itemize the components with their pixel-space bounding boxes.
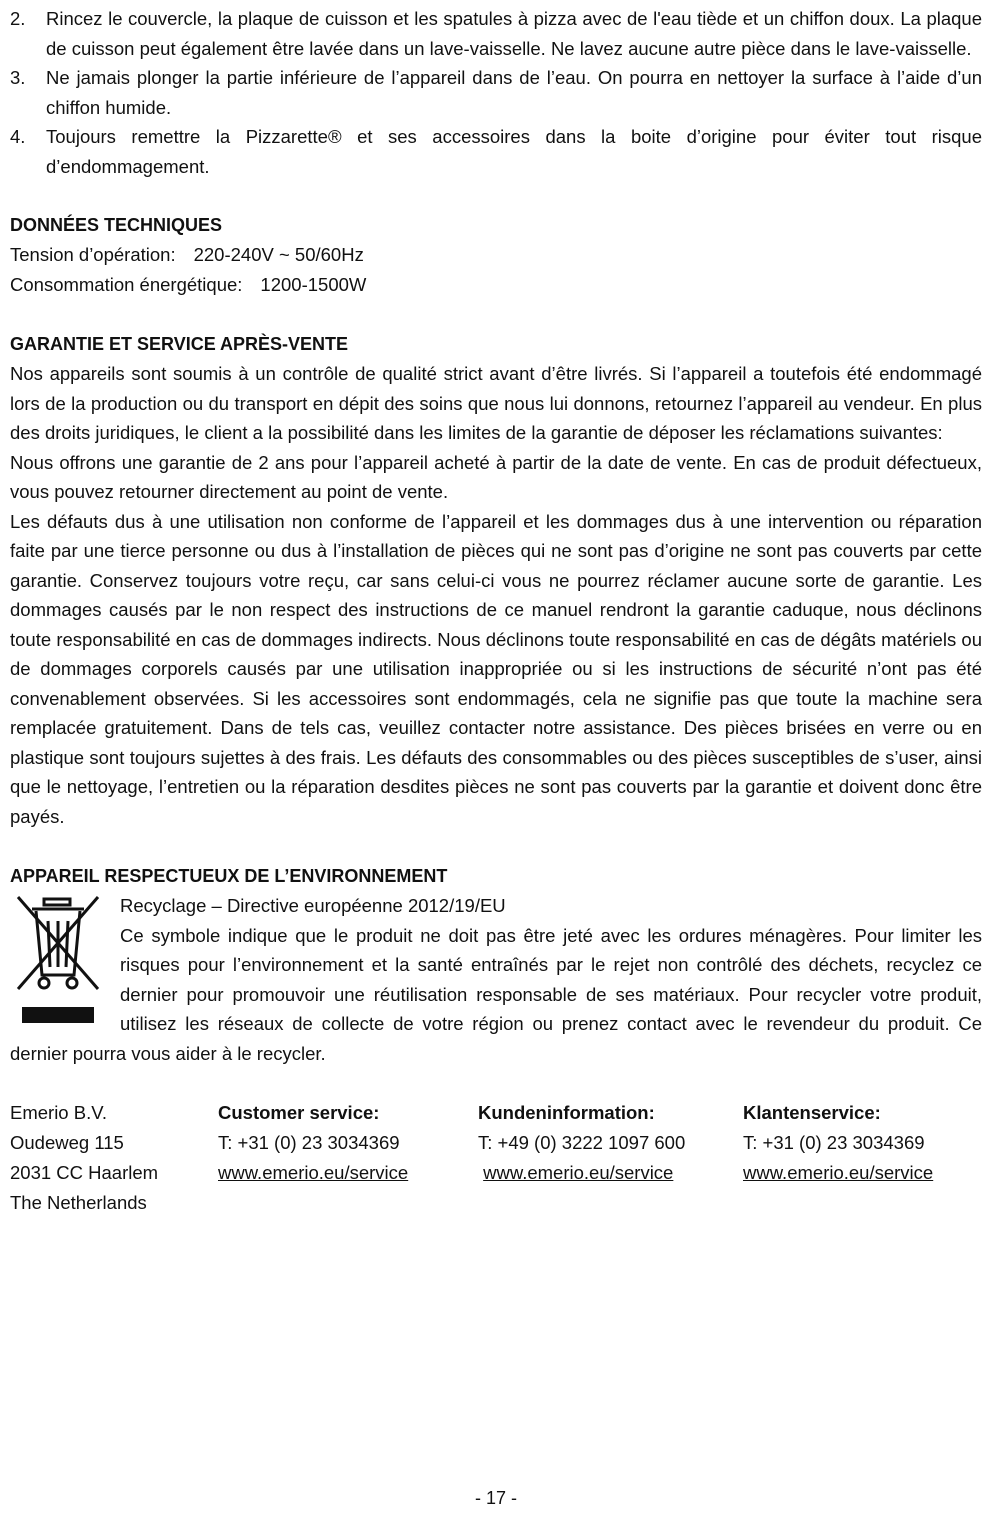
service-phone: T: +31 (0) 23 3034369 — [743, 1132, 925, 1153]
service-link[interactable]: www.emerio.eu/service — [743, 1162, 934, 1183]
service-heading: Customer service: — [218, 1102, 380, 1123]
technical-data-heading: DONNÉES TECHNIQUES — [10, 215, 223, 235]
cleaning-list — [10, 4, 982, 181]
page-number: - 17 - — [474, 1488, 517, 1508]
list-item-number: 3. — [10, 67, 26, 88]
weee-crossed-bin-icon — [14, 895, 102, 1025]
list-item — [10, 122, 982, 181]
company-name: Emerio B.V. — [10, 1102, 107, 1123]
warranty-section — [10, 330, 982, 831]
address-line: 2031 CC Haarlem — [10, 1162, 159, 1183]
service-heading: Klantenservice: — [743, 1102, 881, 1123]
list-item — [10, 4, 982, 63]
service-phone: T: +49 (0) 3222 1097 600 — [478, 1132, 686, 1153]
warranty-paragraph: Nous offrons une garantie de 2 ans pour l’appareil acheté à partir de la date de vente. En cas de produit défectueux, vous pouvez retourner directement au point de vente. — [10, 451, 982, 502]
list-item-number: 4. — [10, 126, 26, 147]
environment-text — [10, 891, 982, 1068]
spec-value: 220-240V ~ 50/60Hz — [193, 244, 364, 265]
spec-value: 1200-1500W — [260, 274, 367, 295]
warranty-paragraph: Les défauts dus à une utilisation non conforme de l’appareil et les dommages dus à une intervention ou réparation faite par une tierce personne ou dus à l’installation de pièces qui ne sont pas d’origine ne sont pas couverts par cette garantie. Conservez toujours votre reçu, car sans celui-ci vous ne pourrez réclamer aucune sorte de garantie. Les dommages causés par le non respect des instructions de ce manuel rendront la garantie caduque, nous déclinons toute responsabilité en cas de dommages indirects. Nous déclinons toute responsabilité en cas de dégâts matériels ou de dommages corporels causés par une utilisation inappropriée ou si les instructions de sécurité n’ont pas été convenablement observées. Si les accessoires sont endommagés, cela ne signifie pas que toute la machine sera remplacée gratuitement. Dans de tels cas, veuillez contacter notre assistance. Des pièces brisées en verre ou en plastique sont toujours sujettes à des frais. Les défauts des consommables ou des pièces susceptibles de s’user, ainsi que le nettoyage, l’entretien ou la réparation desdites pièces ne sont pas couverts par la garantie et doivent donc être payés. — [10, 510, 982, 827]
environment-paragraph: Ce symbole indique que le produit ne doit pas être jeté avec les ordures ménagères. Pour limiter les risques pour l’environnement et la santé entraînés par le rejet non contrôlé des déchets, recyclez ce dernier pour promouvoir une réutilisation responsable de ses matériaux. Pour recycler votre produit, utilisez les réseaux de collecte de votre région ou prenez contact avec le revendeur du produit. Ce dernier pourra vous aider à le recycler. — [10, 924, 982, 1064]
environment-heading: APPAREIL RESPECTUEUX DE L’ENVIRONNEMENT — [10, 866, 448, 886]
company-address — [10, 1098, 218, 1218]
directive-line: Recyclage – Directive européenne 2012/19/EU — [120, 895, 506, 916]
list-item-text: Ne jamais plonger la partie inférieure de l’appareil dans de l’eau. On pourra en nettoyer la surface à l’aide d’un chiffon humide. — [46, 67, 982, 118]
service-phone: T: +31 (0) 23 3034369 — [218, 1132, 400, 1153]
spec-row-voltage — [10, 240, 982, 270]
list-item-text: Toujours remettre la Pizzarette® et ses accessoires dans la boite d’origine pour éviter tout risque d’endommagement. — [46, 126, 982, 177]
service-link[interactable]: www.emerio.eu/service — [218, 1162, 409, 1183]
spec-label: Tension d’opération: — [10, 244, 176, 265]
spec-label: Consommation énergétique: — [10, 274, 243, 295]
warranty-paragraph: Nos appareils sont soumis à un contrôle de qualité strict avant d’être livrés. Si l’appareil a toutefois été endommagé lors de la production ou du transport en dépit des soins que nous lui donnons, retournez l’appareil au vendeur. En plus des droits juridiques, le client a la possibilité dans les limites de la garantie de déposer les réclamations suivantes: — [10, 363, 982, 443]
environment-section — [10, 862, 982, 1068]
service-column-nl — [743, 1098, 982, 1218]
service-heading: Kundeninformation: — [478, 1102, 655, 1123]
warranty-heading: GARANTIE ET SERVICE APRÈS-VENTE — [10, 334, 349, 354]
address-line: The Netherlands — [10, 1192, 147, 1213]
list-item-number: 2. — [10, 8, 26, 29]
service-column-de — [478, 1098, 743, 1218]
address-line: Oudeweg 115 — [10, 1132, 124, 1153]
service-column-en — [218, 1098, 478, 1218]
environment-body — [10, 891, 982, 1068]
contact-footer — [10, 1098, 982, 1218]
service-link[interactable]: www.emerio.eu/service — [483, 1162, 674, 1183]
list-item-text: Rincez le couvercle, la plaque de cuisson et les spatules à pizza avec de l'eau tiède et un chiffon doux. La plaque de cuisson peut également être lavée dans un lave-vaisselle. Ne lavez aucune autre pièce dans le lave-vaisselle. — [46, 8, 982, 59]
list-item — [10, 63, 982, 122]
technical-data-section — [10, 211, 982, 300]
spec-row-power — [10, 270, 982, 300]
document-page — [10, 4, 982, 1218]
